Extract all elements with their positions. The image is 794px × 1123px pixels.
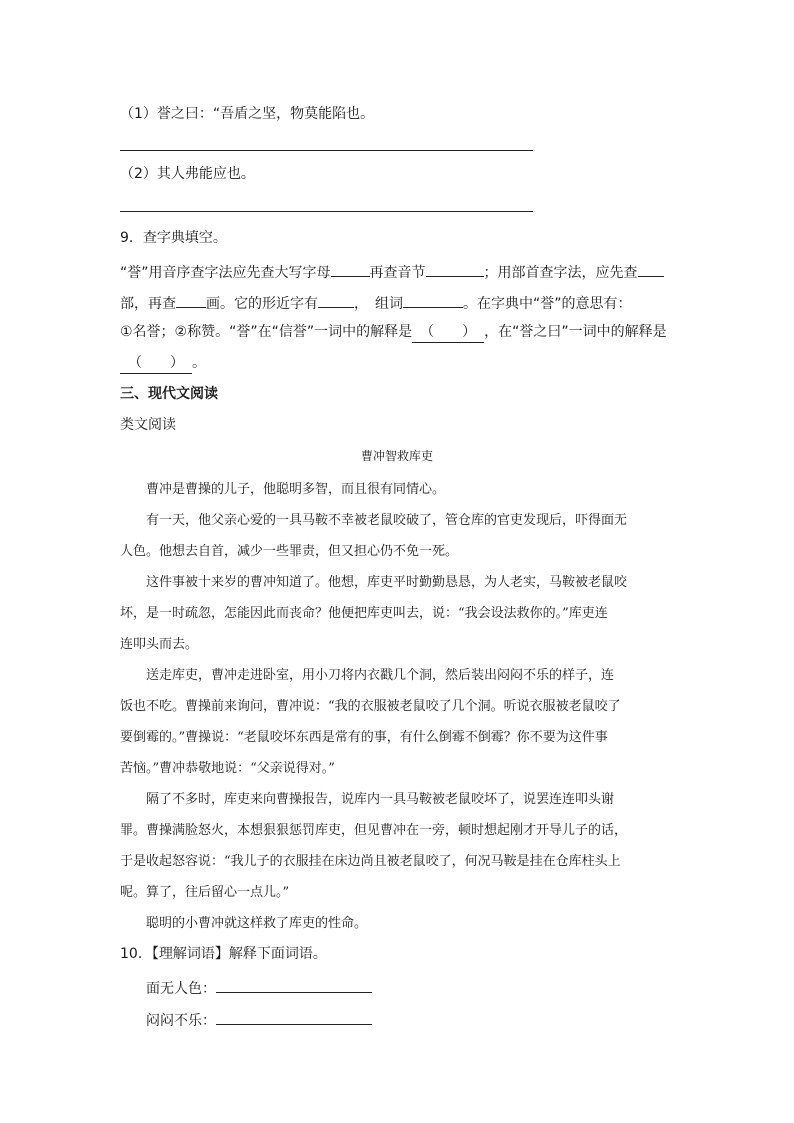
- story-line: 曹冲是曹操的儿子，他聪明多智，而且很有同情心。: [146, 482, 446, 497]
- q9-heading: 9．查字典填空。: [120, 230, 227, 246]
- q9-blank-radical[interactable]: [638, 260, 664, 277]
- section-3-subheading: 类文阅读: [120, 417, 176, 433]
- q10-term-2-answer[interactable]: [216, 1008, 372, 1025]
- story-line: 罪。曹操满脸怒火，本想狠狠惩罚库吏，但见曹冲在一旁，顿时想起刚才开导儿子的话，: [120, 823, 628, 838]
- q8-sub1: （1）誉之曰：“吾盾之坚，物莫能陷也。: [120, 106, 375, 122]
- q9-line2-text-a: 部，再查: [120, 296, 176, 312]
- q9-line2-text-d: 。在字典中“誉”的意思有：: [463, 296, 632, 312]
- story-title: 曹冲智救库吏: [360, 449, 433, 463]
- story-line: 呢。算了，往后留心一点儿。”: [120, 885, 290, 900]
- q10-term-2: [146, 1008, 372, 1031]
- story-line: 隔了不多时，库吏来向曹操报告，说库内一具马鞍被老鼠咬坏了，说罢连连叩头谢: [146, 792, 615, 807]
- q10-term-2-label: 闷闷不乐：: [146, 1013, 216, 1029]
- q9-line-3: [120, 322, 667, 343]
- q10-term-1-answer[interactable]: [216, 976, 372, 993]
- q9-line-1: [120, 260, 664, 283]
- q9-answer-yuzhiyue[interactable]: （ ）: [120, 353, 192, 374]
- story-line: 坏，是一时疏忽，怎能因此而丧命？他便把库吏叫去，说：“我会设法救你的。”库吏连: [120, 606, 608, 621]
- q9-blank-strokes[interactable]: [176, 291, 206, 308]
- story-line: 这件事被十来岁的曹冲知道了。他想，库吏平时勤勤恳恳，为人老实，马鞍被老鼠咬: [146, 575, 628, 590]
- q8-sub2: （2）其人弗能应也。: [120, 166, 255, 182]
- q8-answer-line-1[interactable]: [120, 150, 533, 151]
- q10-term-1-label: 面无人色：: [146, 981, 216, 997]
- q9-blank-letter[interactable]: [331, 260, 370, 277]
- q9-line1-text-c: ；用部首查字法，应先查: [483, 265, 638, 281]
- story-line: 苦恼。”曹冲恭敬地说：“父亲说得对。”: [120, 761, 335, 776]
- q9-blank-similar-char[interactable]: [318, 291, 354, 308]
- story-line: 连叩头而去。: [120, 637, 199, 652]
- story-line: 要倒霉的。”曹操说：“老鼠咬坏东西是常有的事，有什么倒霉不倒霉？你不要为这件事: [120, 730, 608, 745]
- story-line: 饭也不吃。曹操前来询问，曹冲说：“我的衣服被老鼠咬了几个洞。听说衣服被老鼠咬了: [120, 699, 621, 714]
- story-line: 人色。他想去自首，减少一些罪责，但又担心仍不免一死。: [120, 544, 459, 559]
- q9-answer-xinyu[interactable]: （ ）: [412, 322, 484, 343]
- q9-line1-text-b: 再查音节: [369, 265, 426, 281]
- q9-line1-text-a: “誉”用音序查字法应先查大写字母: [120, 265, 331, 281]
- q9-blank-word[interactable]: [403, 291, 463, 308]
- q9-line3-text-b: ，在“誉之曰”一词中的解释是: [484, 324, 667, 340]
- story-line: 有一天，他父亲心爱的一具马鞍不幸被老鼠咬破了，管仓库的官吏发现后，吓得面无: [146, 513, 628, 528]
- q9-line-4: [120, 353, 206, 374]
- q9-blank-syllable[interactable]: [426, 260, 484, 277]
- q9-line4-end: 。: [192, 355, 206, 371]
- q10-term-1: [146, 976, 372, 999]
- story-line: 于是收起怒容说：“我儿子的衣服挂在床边尚且被老鼠咬了，何况马鞍是挂在仓库柱头上: [120, 854, 621, 869]
- q9-line2-text-b: 画。它的形近字有: [206, 296, 318, 312]
- section-3-heading: 三、现代文阅读: [120, 386, 218, 402]
- q10-heading: 10．【理解词语】解释下面词语。: [120, 946, 327, 962]
- story-line: 送走库吏，曹冲走进卧室，用小刀将内衣戳几个洞，然后装出闷闷不乐的样子，连: [146, 668, 615, 683]
- q9-line2-text-c: ， 组词: [354, 296, 403, 312]
- q9-line-2: [120, 291, 632, 314]
- story-line: 聪明的小曹冲就这样救了库吏的性命。: [146, 916, 368, 931]
- q8-answer-line-2[interactable]: [120, 211, 533, 212]
- q9-line3-text-a: ①名誉；②称赞。“誉”在“信誉”一词中的解释是: [120, 324, 413, 340]
